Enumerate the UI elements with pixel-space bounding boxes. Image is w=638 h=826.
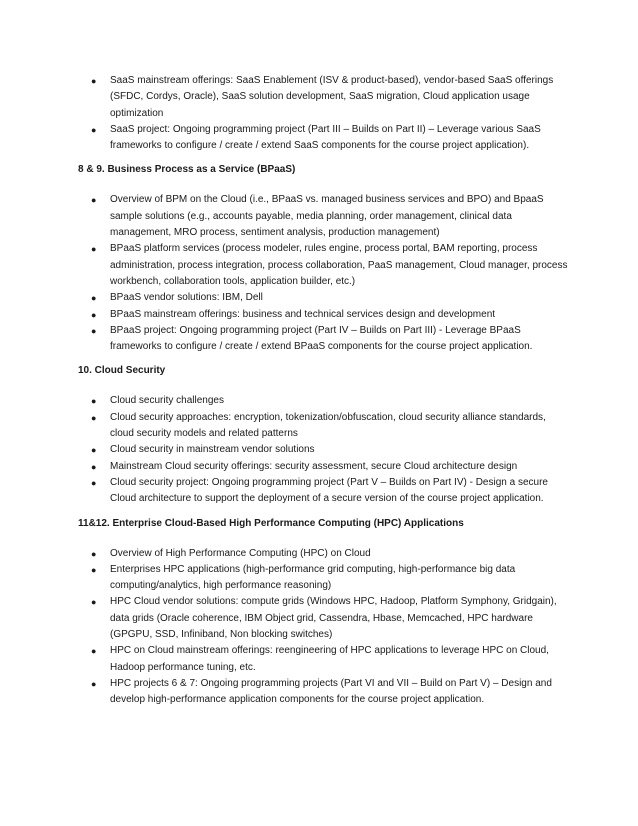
bullet-icon: ● <box>91 76 97 86</box>
list-item: ● HPC on Cloud mainstream offerings: reengineering of HPC applications to leverage HPC on Cloud, Hadoop performance tuning, etc. <box>91 645 549 673</box>
bullet-icon: ● <box>91 477 97 488</box>
bullet-icon: ● <box>91 244 97 255</box>
bullet-icon: ● <box>91 548 97 559</box>
hpc-section <box>78 517 568 709</box>
bullet-icon: ● <box>91 412 97 423</box>
bullet-icon: ● <box>91 597 97 608</box>
bullet-icon: ● <box>91 445 97 456</box>
list-item: ● BPaaS vendor solutions: IBM, Dell <box>78 290 568 306</box>
section-heading: 11&12. Enterprise Cloud-Based High Performance Computing (HPC) Applications <box>78 517 464 529</box>
list-item: ● HPC Cloud vendor solutions: compute grids (Windows HPC, Hadoop, Platform Symphony, Gridgain), data grids (Oracle coherence, IBM Object grid, Cassendra, Hbase, Memcached, HPC hardware (GPGPU, SSD, Infiniband, Non blocking switches) <box>91 596 557 641</box>
bullet-icon: ● <box>91 396 97 407</box>
bullet-icon: ● <box>91 309 97 320</box>
document-content <box>78 73 568 718</box>
list-item: ● BPaaS mainstream offerings: business and technical services design and development <box>78 307 568 323</box>
list-item: ● HPC projects 6 & 7: Ongoing programming projects (Part VI and VII – Build on Part V) – Design and develop high-performance application components for the course project application. <box>91 677 552 706</box>
bullet-icon: ● <box>91 293 97 304</box>
bullet-list <box>78 73 568 154</box>
list-item: ● Overview of High Performance Computing (HPC) on Cloud <box>78 546 568 562</box>
bullet-icon: ● <box>91 678 97 689</box>
list-item: ● Cloud security approaches: encryption, tokenization/obfuscation, cloud security alliance standards, cloud security models and related patterns <box>91 411 546 440</box>
bullet-icon: ● <box>91 124 97 135</box>
bullet-icon: ● <box>91 646 97 657</box>
bullet-icon: ● <box>91 325 97 336</box>
list-item: ● Cloud security project: Ongoing programming project (Part V – Builds on Part IV) - Design a secure Cloud architecture to support the deployment of a secure version of the course project application. <box>91 476 548 505</box>
list-item: ● BPaaS platform services (process modeler, rules engine, process portal, BAM reporting, process administration, process integration, process collaboration, PaaS management, Cloud manager, process workbench, collaboration tools, application builder, etc.) <box>91 243 568 287</box>
list-item: ● SaaS mainstream offerings: SaaS Enablement (ISV & product-based), vendor-based SaaS offerings (SFDC, Cordys, Oracle), SaaS solution development, SaaS migration, Cloud application usage optimization <box>91 75 554 119</box>
bullet-list <box>78 546 568 709</box>
list-item: ● Cloud security challenges <box>78 393 568 409</box>
list-item: ● SaaS project: Ongoing programming project (Part III – Builds on Part II) – Leverage various SaaS frameworks to configure / create / extend SaaS components for the course project application). <box>91 123 541 152</box>
bullet-icon: ● <box>91 461 97 472</box>
bullet-list <box>78 192 568 355</box>
cloud-security-section <box>78 364 568 507</box>
bullet-icon: ● <box>91 564 97 575</box>
list-item: ● Cloud security in mainstream vendor solutions <box>78 442 568 458</box>
bpaas-section <box>78 163 568 355</box>
list-item: ● Overview of BPM on the Cloud (i.e., BPaaS vs. managed business services and BPO) and BpaaS sample solutions (e.g., accounts payable, media planning, order management, clinical data management, MRO process, sentiment analysis, production management) <box>91 194 544 239</box>
section-heading: 10. Cloud Security <box>78 365 166 377</box>
list-item: ● Enterprises HPC applications (high-performance grid computing, high-performance big data computing/analytics, high performance reasoning) <box>91 563 516 592</box>
saas-continuation-section <box>78 73 568 154</box>
bullet-icon: ● <box>91 195 97 206</box>
section-heading: 8 & 9. Business Process as a Service (BPaaS) <box>78 164 296 176</box>
bullet-list <box>78 393 568 507</box>
list-item: ● BPaaS project: Ongoing programming project (Part IV – Builds on Part III) - Leverage BPaaS frameworks to configure / create / extend BPaaS components for the course project application. <box>91 324 533 353</box>
list-item: ● Mainstream Cloud security offerings: security assessment, secure Cloud architecture design <box>78 459 568 475</box>
